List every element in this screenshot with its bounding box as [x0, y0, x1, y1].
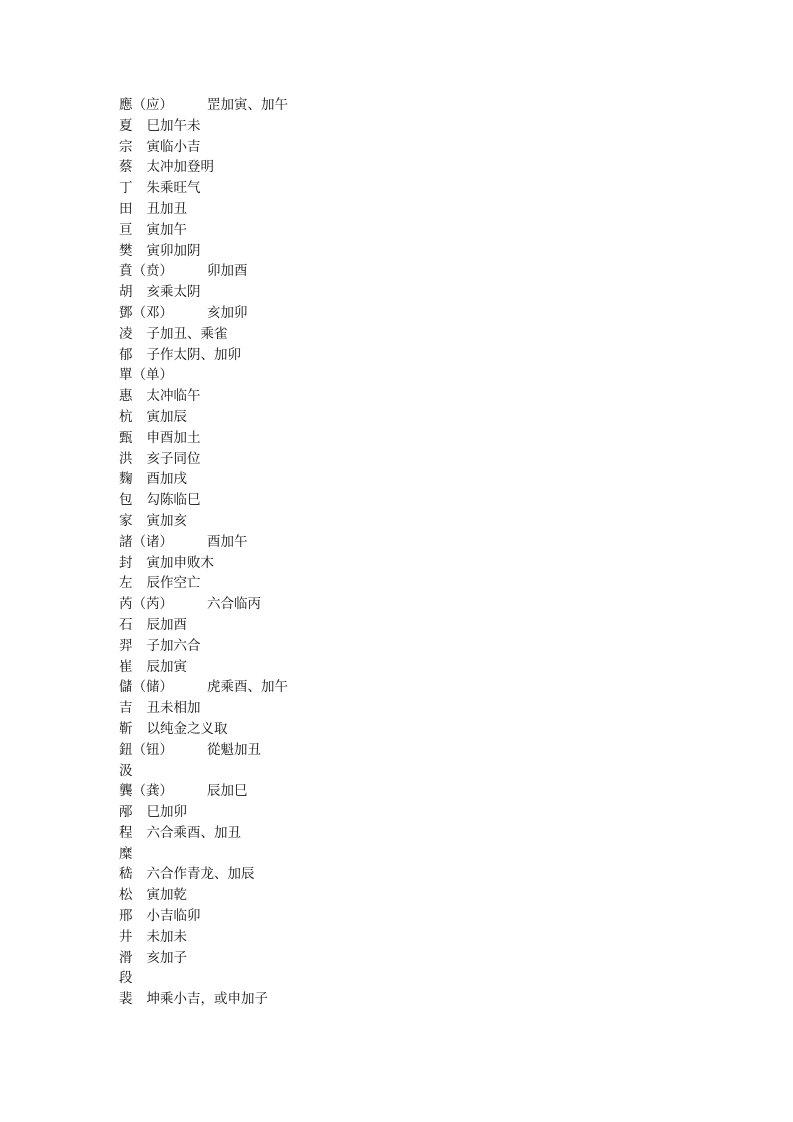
list-item — [119, 823, 719, 844]
divination-rule: 六合乘酉、加丑 — [146, 824, 241, 841]
divination-rule: 太冲加登明 — [146, 159, 214, 176]
list-item — [119, 116, 719, 137]
list-item — [119, 657, 719, 678]
surname: 汲 — [119, 762, 133, 779]
list-item — [119, 781, 719, 802]
divination-rule: 寅加辰 — [146, 408, 187, 425]
divination-rule: 寅加申败木 — [146, 554, 214, 571]
list-item — [119, 261, 719, 282]
divination-rule: 亥子同位 — [146, 450, 201, 467]
list-item — [119, 989, 719, 1010]
divination-rule: 辰加酉 — [146, 616, 187, 633]
list-item — [119, 137, 719, 158]
divination-rule: 六合作青龙、加辰 — [146, 866, 255, 883]
divination-rule: 以纯金之义取 — [146, 720, 228, 737]
divination-rule: 子作太阴、加卯 — [146, 346, 241, 363]
list-item — [119, 553, 719, 574]
divination-rule: 坤乘小吉，或申加子 — [146, 991, 268, 1008]
divination-rule: 辰加巳 — [207, 783, 248, 800]
surname: 亘 — [119, 221, 133, 238]
divination-rule: 六合临丙 — [207, 596, 261, 613]
list-item — [119, 948, 719, 969]
list-item — [119, 968, 719, 989]
surname: 滑 — [119, 949, 133, 966]
list-item — [119, 469, 719, 490]
divination-rule: 未加未 — [146, 928, 187, 945]
divination-rule: 亥加卯 — [207, 304, 248, 321]
list-item — [119, 885, 719, 906]
surname: 左 — [119, 575, 133, 592]
surname: 龔（龚） — [119, 783, 173, 800]
divination-rule: 亥加子 — [146, 949, 187, 966]
surname: 程 — [119, 824, 133, 841]
surname: 芮（芮） — [119, 596, 173, 613]
surname: 邴 — [119, 804, 133, 821]
list-item — [119, 220, 719, 241]
divination-rule: 卯加酉 — [207, 263, 248, 280]
divination-rule: 亥乘太阴 — [146, 284, 201, 301]
list-item — [119, 386, 719, 407]
surname-rule-list — [119, 95, 719, 1010]
surname: 包 — [119, 492, 133, 509]
list-item — [119, 927, 719, 948]
list-item — [119, 241, 719, 262]
list-item — [119, 761, 719, 782]
divination-rule: 朱乘旺气 — [146, 180, 201, 197]
list-item — [119, 345, 719, 366]
divination-rule: 罡加寅、加午 — [207, 97, 288, 113]
list-item — [119, 407, 719, 428]
list-item — [119, 490, 719, 511]
divination-rule: 寅临小吉 — [146, 138, 201, 155]
surname: 段 — [119, 970, 133, 987]
surname: 惠 — [119, 388, 133, 405]
surname: 家 — [119, 512, 133, 529]
divination-rule: 酉加午 — [207, 533, 248, 550]
surname: 石 — [119, 616, 133, 633]
divination-rule: 巳加卯 — [146, 804, 187, 821]
divination-rule: 辰加寅 — [146, 658, 187, 675]
surname: 羿 — [119, 637, 133, 654]
surname: 諸（诸） — [119, 533, 173, 550]
list-item — [119, 615, 719, 636]
surname: 裴 — [119, 991, 133, 1008]
divination-rule: 寅加乾 — [146, 887, 187, 904]
list-item — [119, 178, 719, 199]
divination-rule: 巳加午未 — [146, 117, 201, 134]
list-item — [119, 303, 719, 324]
list-item — [119, 906, 719, 927]
surname: 吉 — [119, 700, 133, 717]
surname: 賁（贲） — [119, 263, 173, 280]
surname: 丁 — [119, 180, 133, 197]
surname: 單（单） — [119, 367, 173, 384]
divination-rule: 太冲临午 — [146, 388, 201, 405]
list-item — [119, 428, 719, 449]
list-item — [119, 594, 719, 615]
surname: 靳 — [119, 720, 133, 737]
list-item — [119, 95, 719, 116]
surname: 凌 — [119, 325, 133, 342]
list-item — [119, 532, 719, 553]
list-item — [119, 677, 719, 698]
divination-rule: 辰作空亡 — [146, 575, 201, 592]
surname: 應（应） — [119, 97, 173, 113]
surname: 麴 — [119, 471, 133, 488]
divination-rule: 丑加丑 — [146, 200, 187, 217]
divination-rule: 丑未相加 — [146, 700, 201, 717]
surname: 杭 — [119, 408, 133, 425]
list-item — [119, 740, 719, 761]
divination-rule: 寅卯加阴 — [146, 242, 201, 259]
divination-rule: 小吉临卯 — [146, 908, 201, 925]
divination-rule: 子加丑、乘雀 — [146, 325, 228, 342]
list-item — [119, 698, 719, 719]
surname: 郁 — [119, 346, 133, 363]
divination-rule: 勾陈临巳 — [146, 492, 201, 509]
list-item — [119, 844, 719, 865]
divination-rule: 酉加戌 — [146, 471, 187, 488]
surname: 封 — [119, 554, 133, 571]
surname: 夏 — [119, 117, 133, 134]
list-item — [119, 802, 719, 823]
surname: 儲（储） — [119, 679, 173, 696]
list-item — [119, 282, 719, 303]
list-item — [119, 636, 719, 657]
surname: 嵇 — [119, 866, 133, 883]
surname: 井 — [119, 928, 133, 945]
surname: 樊 — [119, 242, 133, 259]
list-item — [119, 365, 719, 386]
surname: 胡 — [119, 284, 133, 301]
surname: 蔡 — [119, 159, 133, 176]
surname: 甄 — [119, 429, 133, 446]
list-item — [119, 199, 719, 220]
divination-rule: 寅加午 — [146, 221, 187, 238]
list-item — [119, 324, 719, 345]
surname: 邢 — [119, 908, 133, 925]
list-item — [119, 511, 719, 532]
list-item — [119, 864, 719, 885]
divination-rule: 從魁加丑 — [207, 741, 261, 758]
surname: 宗 — [119, 138, 133, 155]
surname: 鄧（邓） — [119, 304, 173, 321]
list-item — [119, 449, 719, 470]
surname: 鈕（钮） — [119, 741, 173, 758]
surname: 糜 — [119, 845, 133, 862]
list-item — [119, 157, 719, 178]
surname: 崔 — [119, 658, 133, 675]
divination-rule: 虎乘酉、加午 — [207, 679, 288, 696]
list-item — [119, 719, 719, 740]
surname: 田 — [119, 200, 133, 217]
surname: 洪 — [119, 450, 133, 467]
divination-rule: 子加六合 — [146, 637, 201, 654]
surname: 松 — [119, 887, 133, 904]
list-item — [119, 573, 719, 594]
divination-rule: 寅加亥 — [146, 512, 187, 529]
divination-rule: 申酉加土 — [146, 429, 201, 446]
